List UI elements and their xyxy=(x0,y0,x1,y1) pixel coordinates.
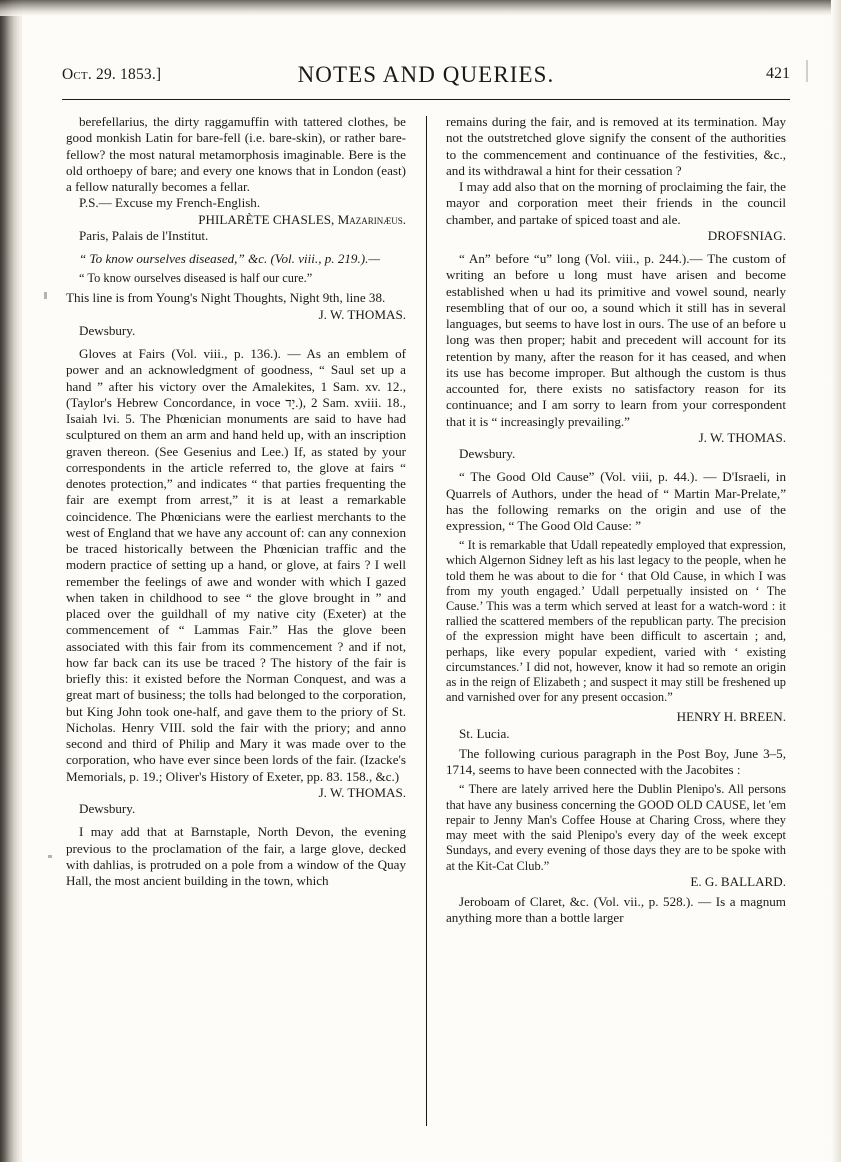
signature-drofsniag: DROFSNIAG. xyxy=(707,227,786,243)
continuation-glove-fair: remains during the fair, and is removed at its termination. May not the outstretched glove signify the consent of the authorities to the commencement and continuance of the festivities, &c., and its withdrawal a hint for their cessation ? xyxy=(446,114,786,178)
signature-chasles: PHILARÈTE CHASLES, Mazarinæus. xyxy=(198,211,406,227)
columns-container xyxy=(66,114,786,1134)
column-divider xyxy=(426,116,427,1126)
header-rule xyxy=(62,99,790,100)
page-header xyxy=(62,62,790,96)
signature-thomas-2: J. W. THOMAS. xyxy=(318,784,406,800)
scan-edge-shadow-right xyxy=(831,0,841,1162)
place-dewsbury-3: Dewsbury. xyxy=(459,446,516,461)
quotation-know-ourselves: “ To know ourselves diseased is half our cure.” xyxy=(79,271,313,286)
article-good-old-cause: “ The Good Old Cause” (Vol. viii, p. 44.). — D'Israeli, in Quarrels of Authors, under the head of “ Martin Mar-Prelate,” has the following remarks on the origin and use of the expression, “ The Good Old Cause: ” xyxy=(446,469,786,533)
place-paris: Paris, Palais de l'Institut. xyxy=(79,227,209,243)
article-barnstaple-glove: I may add that at Barnstaple, North Devon, the evening previous to the proclamation of the fair, a large glove, decked with dahlias, is protruded on a pole from a window of the Quay Hall, the most ancient building in the town, which xyxy=(66,824,406,889)
signature-thomas-1: J. W. THOMAS. xyxy=(318,306,406,322)
place-st-lucia: St. Lucia. xyxy=(459,725,510,741)
signature-ballard: E. G. BALLARD. xyxy=(690,873,786,889)
quotation-udall: “ It is remarkable that Udall repeatedly employed that expression, which Algernon Sidney left as his last legacy to the people, when he told them he was about to die for ‘ that Old Cause, in which I was from my youth engaged.’ Udall perpetually insisted on ‘ The Cause.’ This was a term which served at least for a watch-word : it rallied the scattered members of the republican party. The precision of the expression might have been difficult to ascertain ; and, perhaps, like every popular expedient, varied with ‘ existing circumstances.’ I did not, however, know it had so remote an origin as in the reign of Elizabeth ; and suspect it may still be freshened up and varnished over for any present occasion.” xyxy=(446,538,786,705)
quotation-post-boy: “ There are lately arrived here the Dublin Plenipo's. All persons that have any business concerning the GOOD OLD CAUSE, let 'em repair to Jenny Man's Coffee House at Charing Cross, where they may meet with the said Plenipo's every day of the week except Sundays, and every evening of those days they are to be spoke with at the Kit-Cat Club.” xyxy=(446,782,786,873)
left-column xyxy=(66,114,406,889)
scan-edge-shadow-left xyxy=(0,0,22,1162)
article-post-boy: The following curious paragraph in the Post Boy, June 3–5, 1714, seems to have been connected with the Jacobites : xyxy=(446,745,786,778)
query-title-know-ourselves: “ To know ourselves diseased,” &c. (Vol. viii., p. 219.).— xyxy=(79,251,381,266)
scan-speck xyxy=(48,855,52,858)
place-dewsbury-2: Dewsbury. xyxy=(79,801,136,817)
berefellarius-note: berefellarius, the dirty raggamuffin with tattered clothes, be good monkish Latin for bare-fell (i.e. bare-skin), or rather bare-fellow? the most natural metamorphosis imaginable. Bere is the old orthoepy of bare; and every one knows that in London (east) a fellow naturally becomes a fellar. xyxy=(66,114,406,194)
scan-speck xyxy=(806,60,808,82)
mayor-corporation-note: I may add also that on the morning of proclaiming the fair, the mayor and corporation meet their friends in the council chamber, and partake of spiced toast and ale. xyxy=(446,179,786,227)
postscript: P.S.— Excuse my French-English. xyxy=(79,195,261,211)
publication-title: NOTES AND QUERIES. xyxy=(297,62,555,87)
right-column xyxy=(446,114,786,926)
scan-edge-shadow-top xyxy=(0,0,841,16)
signature-thomas-3: J. W. THOMAS. xyxy=(698,429,786,445)
signature-breen: HENRY H. BREEN. xyxy=(676,709,786,725)
answer-young-night-thoughts: This line is from Young's Night Thoughts, Night 9th, line 38. xyxy=(66,290,386,306)
scan-speck xyxy=(44,292,47,299)
article-jeroboam-claret: Jeroboam of Claret, &c. (Vol. vii., p. 528.). — Is a magnum anything more than a bottle larger xyxy=(446,893,786,926)
issue-date: Oct. 29. 1853.] xyxy=(62,66,162,83)
article-gloves-at-fairs: Gloves at Fairs (Vol. viii., p. 136.). — As an emblem of power and an acknowledgment of goodness, “ Saul set up a hand ” after his victory over the Amalekites, 1 Sam. xv. 12., (Taylor's Hebrew Concordance, in voce יָד.), 2 Sam. xviii. 18., Isaiah lvi. 5. The Phœnician monuments are said to have had sculptured on them an arm and hand held up, with an inscription graven thereon. (See Gesenius and Lee.) If, as stated by your correspondents in the article referred to, the glove at fairs “ denotes protection,” and indicates “ that parties frequenting the fair are exempt from arrest,” it is at least a remarkable coincidence. The Phœnicians were the earliest merchants to the west of England that we have any account of: can any connexion be traced historically between the Phœnician traffic and the modern practice of setting up a hand, or glove, at fairs ? I well remember the feelings of awe and wonder with which I gazed when taken in childhood to see “ the glove brought in ” and placed over the guildhall of my native city (Exeter) at the commencement of “ Lammas Fair.” Has the glove been associated with this fair from its commencement ? and if not, how far back can its use be traced ? The history of the fair is briefly this: it existed before the Norman Conquest, and was a great mart of business; the tolls had belonged to the corporation, but King John took one-half, and gave them to the priory of St. Nicholas. Henry VIII. sold the fair with the priory; and anno second and third of Philip and Mary it was made over to the corporation, who have ever since been lords of the fair. (Izacke's Memorials, p. 19.; Oliver's History of Exeter, pp. 83. 158., &c.) xyxy=(66,346,406,784)
page-number: 421 xyxy=(766,65,790,82)
article-an-before-u: “ An” before “u” long (Vol. viii., p. 244.).— The custom of writing an before u long must have arisen and become established when u had its primitive and vowel sound, nearly resembling that of our oo, a sound which it still has in several languages, but seems to have lost in ours. The use of an before u long was then proper; habit and precedent will account for its retention by many, after the reason for it has ceased, and when its use has become improper. But although the custom is thus accounted for, there exists no satisfactory reason for its continuance; and I am sorry to learn from your correspondent that it is “ increasingly prevailing.” xyxy=(446,251,786,429)
place-dewsbury-1: Dewsbury. xyxy=(79,322,136,338)
